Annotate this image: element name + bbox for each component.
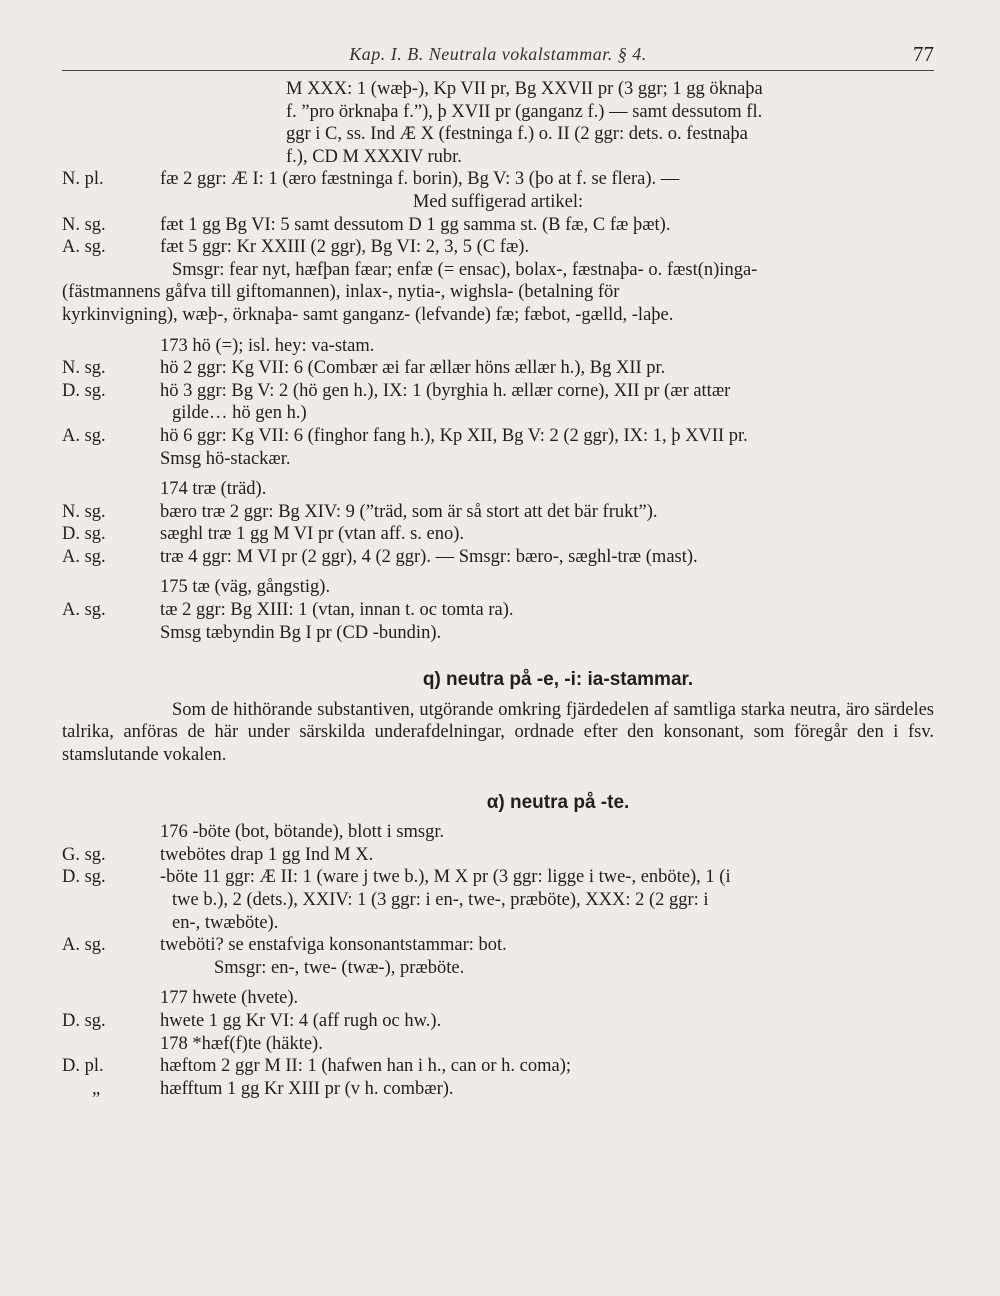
text-line: fæt 1 gg Bg VI: 5 samt dessutom D 1 gg samma st. (B fæ, C fæ þæt). [160, 214, 671, 235]
text-line: hæfftum 1 gg Kr XIII pr (v h. combær). [160, 1078, 454, 1099]
text-line: hwete 1 gg Kr VI: 4 (aff rugh oc hw.). [160, 1010, 442, 1031]
entry-heading-178: 178 *hæf(f)te (häkte). [160, 1033, 323, 1054]
case-label: A. sg. [62, 600, 106, 621]
case-label: N. sg. [62, 358, 106, 379]
case-label: N. sg. [62, 214, 106, 235]
entry-heading-177: 177 hwete (hvete). [160, 988, 299, 1009]
subsection-heading-alpha: α) neutra på -te. [486, 791, 630, 813]
text-line: fæt 5 ggr: Kr XXIII (2 ggr), Bg VI: 2, 3, 5 (C fæ). [160, 237, 530, 258]
text-line: bæro træ 2 ggr: Bg XIV: 9 (”träd, som är så stort att det bär frukt”). [160, 501, 658, 522]
running-header [62, 36, 934, 71]
text-line: gilde… hö gen h.) [172, 403, 307, 424]
entry-heading-173: 173 hö (=); isl. hey: va-stam. [160, 335, 375, 356]
entry-heading-175: 175 tæ (väg, gångstig). [160, 577, 331, 598]
case-label: D. sg. [62, 524, 106, 545]
text-line: tweböti? se enstafviga konsonantstammar: bot. [160, 935, 507, 956]
case-label: A. sg. [62, 935, 106, 956]
text-line: kyrkinvigning), wæþ-, örknaþa- samt ganganz- (lefvande) fæ; fæbot, -gælld, -laþe. [62, 304, 674, 325]
text-line: hö 3 ggr: Bg V: 2 (hö gen h.), IX: 1 (byrghia h. ællær corne), XII pr (ær attær [160, 380, 731, 401]
text-line: f.), CD M XXXIV rubr. [286, 146, 462, 167]
case-label: A. sg. [62, 237, 106, 258]
text-line: Smsg tæbyndin Bg I pr (CD -bundin). [160, 622, 442, 643]
subheading: Med suffigerad artikel: [412, 191, 584, 212]
intro-paragraph: Som de hithörande substantiven, utgörande omkring fjärdedelen af samtliga starka neutra, äro särdeles talrika, anföras de här under särskilda underafdelningar, ordnade efter den konsonant, som föregår den i fsv. stamslutande vokalen. [62, 699, 934, 766]
text-line: træ 4 ggr: M VI pr (2 ggr), 4 (2 ggr). — Smsgr: bæro-, sæghl-træ (mast). [160, 546, 698, 567]
text-line: (fästmannens gåfva till giftomannen), inlax-, nytia-, wighsla- (betalning för [62, 282, 620, 303]
case-label: N. sg. [62, 501, 106, 522]
text-line: sæghl træ 1 gg M VI pr (vtan aff. s. eno). [160, 524, 465, 545]
page-body [62, 78, 934, 1100]
case-label: G. sg. [62, 844, 106, 865]
case-label: D. sg. [62, 867, 106, 888]
text-line: Smsgr: en-, twe- (twæ-), præböte. [214, 957, 465, 978]
case-label: D. pl. [62, 1056, 104, 1077]
case-label: N. pl. [62, 169, 104, 190]
case-label: A. sg. [62, 425, 106, 446]
text-line: -böte 11 ggr: Æ II: 1 (ware j twe b.), M X pr (3 ggr: ligge i twe-, enböte), 1 (i [160, 867, 731, 888]
text-line: en-, twæböte). [172, 912, 279, 933]
text-line: hö 2 ggr: Kg VII: 6 (Combær æi far ællær höns ællær h.), Bg XII pr. [160, 358, 666, 379]
text-line: hæftom 2 ggr M II: 1 (hafwen han i h., can or h. coma); [160, 1056, 572, 1077]
entry-heading-174: 174 træ (träd). [160, 479, 267, 500]
case-label: D. sg. [62, 1010, 106, 1031]
section-heading-q: q) neutra på -e, -i: ia-stammar. [422, 669, 694, 691]
text-line: Smsg hö-stackær. [160, 448, 291, 469]
text-line: fæ 2 ggr: Æ I: 1 (æro fæstninga f. borin), Bg V: 3 (þo at f. se flera). — [160, 169, 680, 190]
text-line: M XXX: 1 (wæþ-), Kp VII pr, Bg XXVII pr (3 ggr; 1 gg öknaþa [286, 79, 763, 99]
text-line: hö 6 ggr: Kg VII: 6 (finghor fang h.), Kp XII, Bg V: 2 (2 ggr), IX: 1, þ XVII pr. [160, 425, 748, 446]
text-line: Smsgr: fear nyt, hæfþan fæar; enfæ (= ensac), bolax-, fæstnaþa- o. fæst(n)inga- [172, 259, 758, 280]
text-line: f. ”pro örknaþa f.”), þ XVII pr (ganganz f.) — samt dessutom fl. [286, 101, 763, 122]
ditto-mark: „ [92, 1078, 101, 1099]
text-line: tæ 2 ggr: Bg XIII: 1 (vtan, innan t. oc tomta ra). [160, 600, 514, 621]
text-line: ggr i C, ss. Ind Æ X (festninga f.) o. II (2 ggr: dets. o. festnaþa [286, 124, 748, 145]
running-title: Kap. I. B. Neutrala vokalstammar. § 4. [349, 44, 647, 64]
text-line: twebötes drap 1 gg Ind M X. [160, 844, 374, 865]
case-label: D. sg. [62, 380, 106, 401]
entry-heading-176: 176 -böte (bot, bötande), blott i smsgr. [160, 822, 445, 843]
page-number: 77 [913, 42, 934, 66]
case-label: A. sg. [62, 546, 106, 567]
text-line: twe b.), 2 (dets.), XXIV: 1 (3 ggr: i en-, twe-, præböte), XXX: 2 (2 ggr: i [172, 890, 709, 910]
